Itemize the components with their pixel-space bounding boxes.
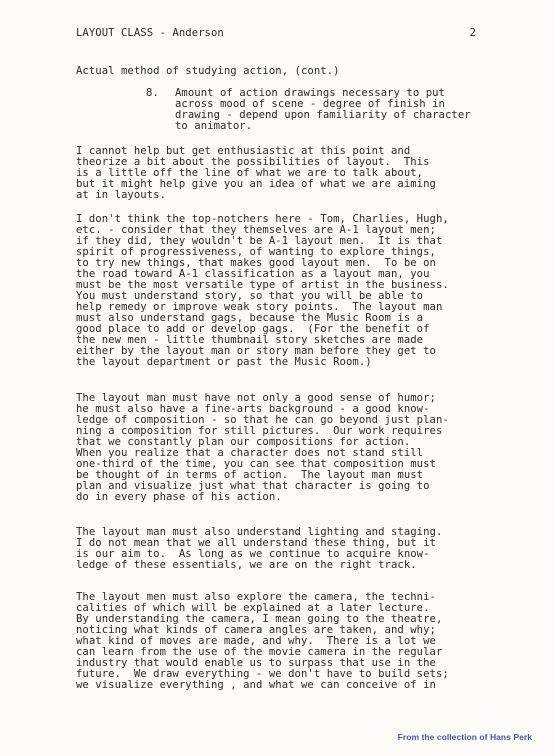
paragraph-line: can learn from the use of the movie camera in the regular xyxy=(76,646,443,658)
paragraph-line: I cannot help but get enthusiastic at this point and xyxy=(76,145,411,157)
paragraph-line: ning a composition for still pictures. Our work requires xyxy=(76,425,443,437)
paragraph-line: plan and visualize just what that character is going to xyxy=(76,480,430,492)
paragraph-line: what kind of moves are made, and why. There is a lot we xyxy=(76,635,436,647)
paragraph-line: good place to add or develop gags. (For the benefit of xyxy=(76,323,430,335)
paragraph-line: but it might help give you an idea of what we are aiming xyxy=(76,178,436,190)
paragraph-line: is our aim to. As long as we continue to acquire know- xyxy=(76,548,430,560)
paragraph-line: must also understand gags, because the Music Room is a xyxy=(76,312,424,324)
paragraph-line: if they did, they wouldn't be A-1 layout men. It is that xyxy=(76,235,443,247)
item-number: 8. xyxy=(146,87,159,99)
paragraph-line: I do not mean that we all understand these thing, but it xyxy=(76,537,436,549)
paragraph-line: future. We draw everything - we don't have to build sets; xyxy=(76,668,449,680)
paragraph-line: etc. - consider that they themselves are A-1 layout men; xyxy=(76,224,436,236)
paragraph-line: the new men - little thumbnail story sketches are made xyxy=(76,334,424,346)
intro-line: Actual method of studying action, (cont.) xyxy=(76,65,340,77)
collection-credit: From the collection of Hans Perk xyxy=(397,732,532,742)
paragraph-line: the road toward A-1 classification as a layout man, you xyxy=(76,268,430,280)
paragraph-line: help remedy or improve weak story points. The layout man xyxy=(76,301,443,313)
paragraph-line: You must understand story, so that you will be able to xyxy=(76,290,424,302)
paragraph-line: spirit of progressiveness, of wanting to explore things, xyxy=(76,246,436,258)
paragraph-line: be thought of in terms of action. The layout man must xyxy=(76,469,424,481)
item-line: to animator. xyxy=(175,120,253,132)
paragraph-line: to try new things, that makes good layout men. To be on xyxy=(76,257,436,269)
paragraph-line: I don't think the top-notchers here - Tom, Charlies, Hugh, xyxy=(76,213,449,225)
page-header xyxy=(76,25,476,41)
page-number: 2 xyxy=(469,27,476,39)
paragraph-line: do in every phase of his action. xyxy=(76,491,282,503)
paragraph-line: either by the layout man or story man before they get to xyxy=(76,345,436,357)
paragraph-line: we visualize everything , and what we can conceive of in xyxy=(76,679,436,691)
header-title: LAYOUT CLASS - Anderson xyxy=(76,27,224,39)
paragraph-line: he must also have a fine-arts background - a good know- xyxy=(76,403,430,415)
paragraph-line: ledge of these essentials, we are on the right track. xyxy=(76,559,417,571)
paragraph-line: at in layouts. xyxy=(76,189,166,201)
item-line: across mood of scene - degree of finish in xyxy=(175,98,445,110)
paragraph-line: The layout man must have not only a good sense of humor; xyxy=(76,392,436,404)
paragraph-line: one-third of the time, you can see that composition must xyxy=(76,458,436,470)
paragraph-line: ledge of composition - so that he can go beyond just plan- xyxy=(76,414,449,426)
paragraph-line: that we constantly plan our compositions for action. xyxy=(76,436,411,448)
paragraph-line: is a little off the line of what we are to talk about, xyxy=(76,167,424,179)
item-line: Amount of action drawings necessary to put xyxy=(175,87,445,99)
paragraph-line: noticing what kinds of camera angles are taken, and why; xyxy=(76,624,436,636)
item-line: drawing - depend upon familiarity of character xyxy=(175,109,471,121)
paragraph-line: When you realize that a character does not stand still xyxy=(76,447,424,459)
paragraph-line: the layout department or past the Music Room.) xyxy=(76,356,372,368)
paragraph-line: theorize a bit about the possibilities of layout. This xyxy=(76,156,430,168)
paragraph-line: calities of which will be explained at a later lecture. xyxy=(76,602,430,614)
paragraph-line: By understanding the camera, I mean going to the theatre, xyxy=(76,613,443,625)
paragraph-line: must be the most versatile type of artist in the business. xyxy=(76,279,449,291)
paragraph-line: The layout men must also explore the camera, the techni- xyxy=(76,591,436,603)
paragraph-line: The layout man must also understand lighting and staging. xyxy=(76,526,443,538)
paragraph-line: industry that would enable us to surpass that use in the xyxy=(76,657,436,669)
